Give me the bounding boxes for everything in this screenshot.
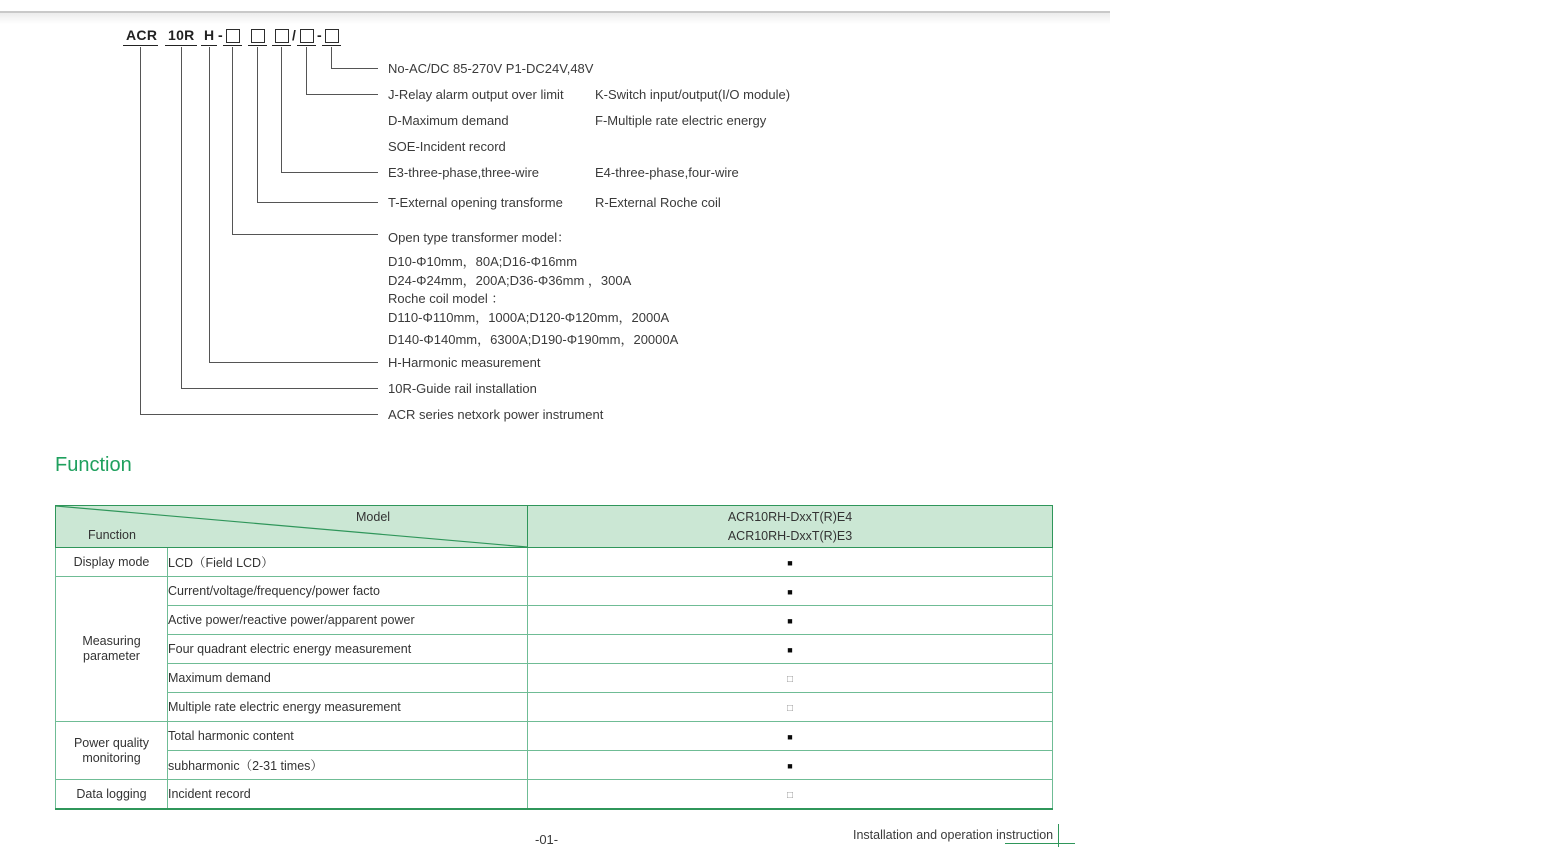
code-box-2: [251, 29, 265, 43]
feature-cell: Active power/reactive power/apparent power: [168, 606, 528, 635]
group-cell-power-quality: Power quality monitoring: [56, 722, 168, 780]
connector-line: [232, 47, 233, 234]
value-cell: [528, 635, 1053, 664]
value-cell: [528, 664, 1053, 693]
connector-line: [257, 202, 378, 203]
code-box-4: [300, 29, 314, 43]
connector-line: [140, 414, 378, 415]
connector-line: [331, 47, 332, 68]
feature-cell: Multiple rate electric energy measurement: [168, 693, 528, 722]
table-row: [56, 780, 1053, 810]
code-dash: -: [218, 27, 223, 43]
connector-line: [209, 362, 378, 363]
hollow-square-icon: □: [786, 674, 794, 685]
underline: [297, 45, 316, 46]
diagram-label-d110: D110-Φ110mm，1000A;D120-Φ120mm，2000A: [388, 310, 670, 325]
table-row: [56, 635, 1053, 664]
value-cell: [528, 606, 1053, 635]
group-cell-data-logging: Data logging: [56, 780, 168, 810]
feature-cell: Four quadrant electric energy measurement: [168, 635, 528, 664]
diagram-label-power-supply: No-AC/DC 85-270V P1-DC24V,48V: [388, 61, 594, 76]
diagram-label-d24: D24-Φ24mm，200A;D36-Φ36mm ，300A: [388, 273, 632, 288]
diagram-label-roche-model: Roche coil model ：: [388, 291, 505, 306]
value-cell: [528, 722, 1053, 751]
diagram-label-d10: D10-Φ10mm，80A;D16-Φ16mm: [388, 254, 578, 269]
filled-square-icon: ■: [787, 616, 793, 626]
group-cell-display-mode: Display mode: [56, 548, 168, 577]
connector-line: [281, 47, 282, 172]
filled-square-icon: ■: [787, 732, 793, 742]
section-title: Function: [55, 454, 132, 476]
diagram-label-harmonic: H-Harmonic measurement: [388, 355, 541, 370]
table-row: [56, 548, 1053, 577]
code-box-3: [275, 29, 289, 43]
footer-doc-title: Installation and operation instruction: [853, 828, 1054, 842]
underline: [123, 45, 158, 46]
feature-cell: Incident record: [168, 780, 528, 810]
footer-green-underline: [1005, 843, 1075, 844]
feature-cell: Total harmonic content: [168, 722, 528, 751]
connector-line: [331, 68, 378, 69]
diagram-label-wiring: E3-three-phase,three-wire E4-three-phase,four-wire: [388, 165, 739, 180]
value-cell: [528, 577, 1053, 606]
underline: [165, 45, 197, 46]
function-table: [55, 505, 1053, 810]
diagram-label-sensor-type: T-External opening transforme R-External Roche coil: [388, 195, 721, 210]
underline: [223, 45, 242, 46]
underline: [248, 45, 267, 46]
value-cell: [528, 780, 1053, 810]
connector-line: [232, 234, 378, 235]
diagram-label-series: ACR series netxork power instrument: [388, 407, 604, 422]
header-diagonal-cell: [56, 506, 528, 548]
diagram-label-module-jk: J-Relay alarm output over limit K-Switch input/output(I/O module): [388, 87, 791, 102]
table-row: [56, 751, 1053, 780]
code-dash-2: -: [317, 27, 322, 43]
header-model-label: Model: [356, 510, 391, 524]
filled-square-icon: ■: [787, 645, 793, 655]
group-cell-measuring-parameter: Measuring parameter: [56, 577, 168, 722]
connector-line: [257, 47, 258, 202]
table-row: [56, 693, 1053, 722]
connector-line: [306, 47, 307, 94]
feature-cell: LCD（Field LCD）: [168, 548, 528, 577]
underline: [272, 45, 291, 46]
value-cell: [528, 751, 1053, 780]
model-name-line: ACR10RH-DxxT(R)E3: [727, 528, 853, 543]
hollow-square-icon: □: [786, 790, 794, 801]
code-segment-10r: 10R: [168, 27, 195, 43]
diagram-label-guide-rail: 10R-Guide rail installation: [388, 381, 537, 396]
value-cell: [528, 693, 1053, 722]
page-top-edge-shadow: [0, 13, 1110, 24]
connector-line: [140, 47, 141, 414]
diagram-label-d140: D140-Φ140mm，6300A;D190-Φ190mm，20000A: [388, 332, 679, 347]
feature-cell: subharmonic（2-31 times）: [168, 751, 528, 780]
model-name-line: ACR10RH-DxxT(R)E4: [727, 509, 853, 524]
feature-cell: Maximum demand: [168, 664, 528, 693]
table-header-row: [56, 506, 1053, 548]
connector-line: [181, 388, 378, 389]
diagram-label-soe: SOE-Incident record: [388, 139, 506, 154]
header-model-names-cell: [528, 506, 1053, 548]
filled-square-icon: ■: [787, 587, 793, 597]
hollow-square-icon: □: [786, 703, 794, 714]
page-number: -01-: [535, 832, 559, 847]
diagram-label-transformer-model: Open type transformer model：: [388, 230, 571, 245]
filled-square-icon: ■: [787, 558, 793, 568]
value-cell: [528, 548, 1053, 577]
connector-line: [209, 47, 210, 362]
table-row: [56, 606, 1053, 635]
code-slash: /: [292, 27, 296, 43]
code-segment-acr: ACR: [126, 27, 158, 43]
connector-line: [181, 47, 182, 388]
code-box-5: [325, 29, 339, 43]
underline: [201, 45, 217, 46]
header-function-label: Function: [88, 528, 136, 542]
footer-green-vertical-line: [1058, 824, 1059, 847]
feature-cell: Current/voltage/frequency/power facto: [168, 577, 528, 606]
diagram-label-module-df: D-Maximum demand F-Multiple rate electric energy: [388, 113, 767, 128]
connector-line: [281, 172, 378, 173]
table-row: [56, 664, 1053, 693]
code-segment-h: H: [204, 27, 215, 43]
underline: [322, 45, 341, 46]
filled-square-icon: ■: [787, 761, 793, 771]
table-row: [56, 577, 1053, 606]
code-box-1: [226, 29, 240, 43]
table-row: [56, 722, 1053, 751]
connector-line: [306, 94, 378, 95]
